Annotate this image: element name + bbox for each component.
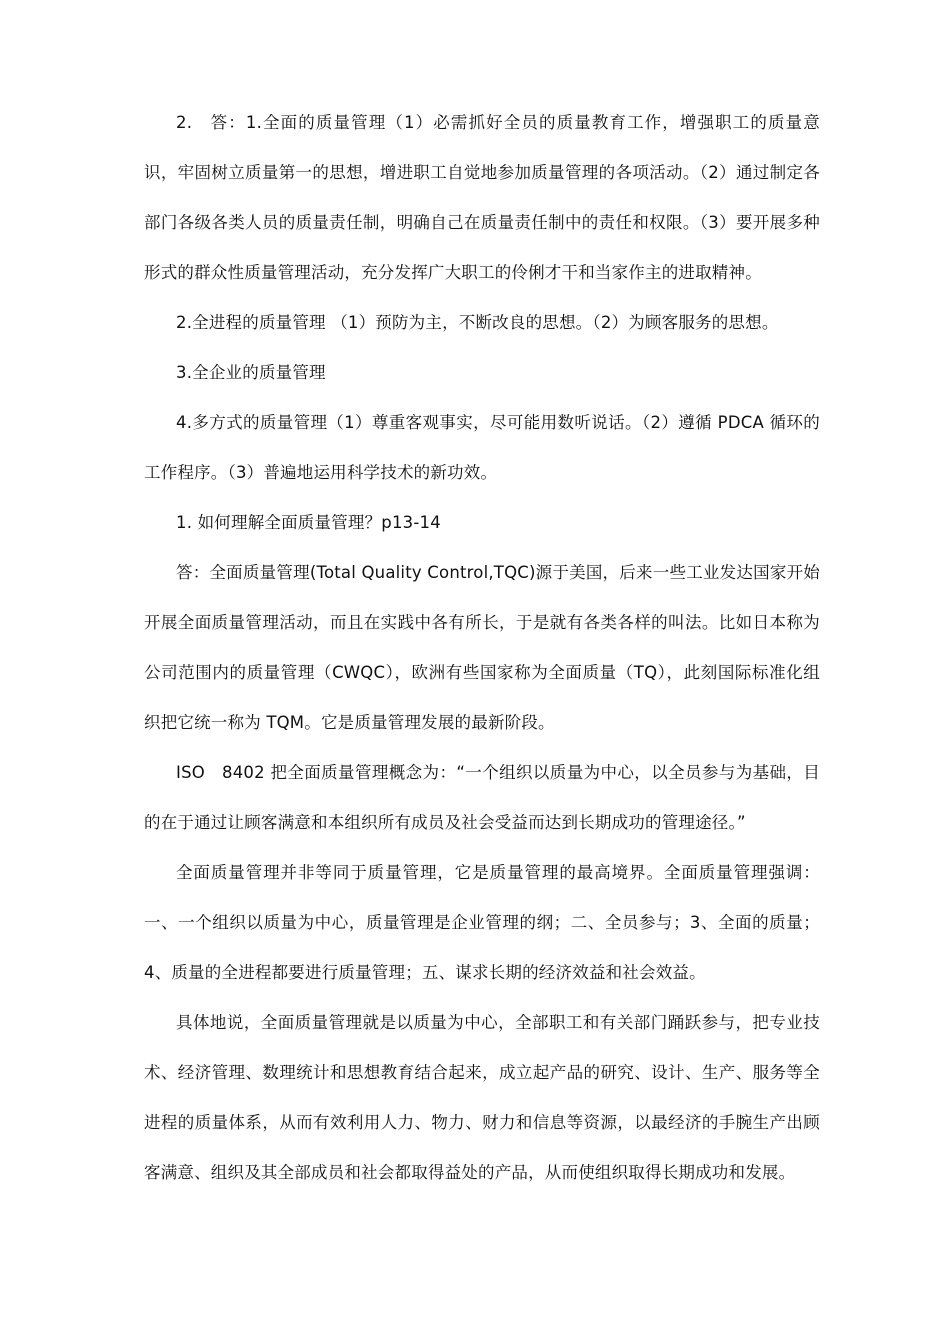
- paragraph-tqc-origin: 答：全面质量管理(Total Quality Control,TQC)源于美国，后来一些工业发达国家开始开展全面质量管理活动，而且在实践中各有所长，于是就有各类各样的叫法。比如日本称为公司范围内的质量管理（CWQC），欧洲有些国家称为全面质量（TQ），此刻国际标准化组织把它统一称为 TQM。它是质量管理发展的最新阶段。: [144, 563, 820, 732]
- paragraph-multi-method: 4.多方式的质量管理（1）尊重客观事实，尽可能用数听说话。（2）遵循 PDCA 循环的工作程序。（3）普遍地运用科学技术的新功效。: [144, 413, 820, 482]
- paragraph-tqm-detail: 具体地说，全面质量管理就是以质量为中心，全部职工和有关部门踊跃参与，把专业技术、经济管理、数理统计和思想教育结合起来，成立起产品的研究、设计、生产、服务等全进程的质量体系，从而有效利用人力、物力、财力和信息等资源，以最经济的手腕生产出顾客满意、组织及其全部成员和社会都取得益处的产品，从而使组织取得长期成功和发展。: [144, 1013, 820, 1182]
- paragraph-full-enterprise: 3.全企业的质量管理: [176, 363, 326, 382]
- paragraph-answer-2: 2. 答：1.全面的质量管理（1）必需抓好全员的质量教育工作，增强职工的质量意识，牢固树立质量第一的思想，增进职工自觉地参加质量管理的各项活动。（2）通过制定各部门各级各类人员的质量责任制，明确自己在质量责任制中的责任和权限。（3）要开展多种形式的群众性质量管理活动，充分发挥广大职工的伶俐才干和当家作主的进取精神。: [144, 113, 820, 282]
- paragraph-iso-definition: ISO 8402 把全面质量管理概念为：“一个组织以质量为中心，以全员参与为基础，目的在于通过让顾客满意和本组织所有成员及社会受益而达到长期成功的管理途径。”: [144, 763, 820, 832]
- document-body: [144, 98, 820, 1198]
- paragraph-tqm-emphasis: 全面质量管理并非等同于质量管理，它是质量管理的最高境界。全面质量管理强调：一、一个组织以质量为中心，质量管理是企业管理的纲；二、全员参与；3、全面的质量；4、质量的全进程都要进行质量管理；五、谋求长期的经济效益和社会效益。: [144, 863, 820, 982]
- question-heading: 1. 如何理解全面质量管理？p13-14: [176, 513, 441, 532]
- paragraph-full-process: 2.全进程的质量管理 （1）预防为主，不断改良的思想。（2）为顾客服务的思想。: [176, 313, 779, 332]
